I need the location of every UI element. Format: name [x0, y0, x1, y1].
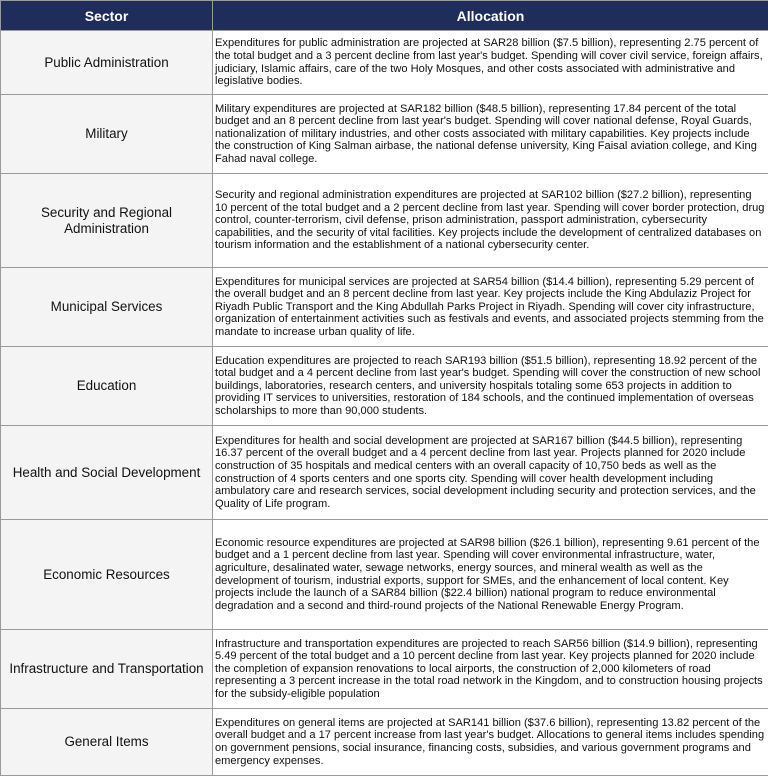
- allocation-cell: Expenditures for health and social development are projected at SAR167 billion ($44.5 billion), representing 16.37 percent of the overall budget and a 4 percent decline from last year. Projects planned for 2020 include construction of 35 hospitals and medical centers with an overall capacity of 10,750 beds as well as the construction of 4 sports centers and one sports city. Spending will cover health development including ambulatory care and research services, social development including security and protection services, and the Quality of Life program.: [213, 426, 768, 520]
- allocation-cell: Economic resource expenditures are projected at SAR98 billion ($26.1 billion), representing 9.61 percent of the budget and a 1 percent decline from last year. Spending will cover environmental infrastructure, water, agriculture, desalinated water, sewage networks, energy sources, and mineral wealth as well as the development of tourism, industrial exports, support for SMEs, and the enhancement of local content. Key projects include the launch of a SAR84 billion ($22.4 billion) national program to reduce environmental degradation and a second and third-round projects of the National Renewable Energy Program.: [213, 520, 768, 630]
- table-row: [1, 709, 768, 776]
- table-row: [1, 520, 768, 630]
- table-row: [1, 347, 768, 426]
- sector-cell: Public Administration: [1, 31, 213, 95]
- sector-cell: Military: [1, 95, 213, 174]
- sector-cell: General Items: [1, 709, 213, 776]
- table-row: [1, 630, 768, 709]
- table-row: [1, 95, 768, 174]
- sector-column-header: Sector: [1, 1, 213, 31]
- table-row: [1, 174, 768, 268]
- allocation-cell: Expenditures for public administration are projected at SAR28 billion ($7.5 billion), representing 2.75 percent of the total budget and a 3 percent decline from last year's budget. Spending will cover civil service, foreign affairs, judiciary, Islamic affairs, care of the two Holy Mosques, and other costs associated with administrative and legislative bodies.: [213, 31, 768, 95]
- sector-cell: Municipal Services: [1, 268, 213, 347]
- allocation-cell: Security and regional administration expenditures are projected at SAR102 billion ($27.2 billion), representing 10 percent of the total budget and a 2 percent decline from last year. Spending will cover border protection, drug control, counter-terrorism, civil defense, prison administration, passport administration, cybersecurity capabilities, and the security of vital facilities. Key projects include the development of centralized databases on tourism information and the establishment of a national cybersecurity center.: [213, 174, 768, 268]
- sector-cell: Education: [1, 347, 213, 426]
- sector-cell: Economic Resources: [1, 520, 213, 630]
- allocation-cell: Expenditures for municipal services are projected at SAR54 billion ($14.4 billion), representing 5.29 percent of the overall budget and an 8 percent decline from last year. Key projects include the King Abdulaziz Project for Riyadh Public Transport and the King Abdullah Parks Project in Riyadh. Spending will cover city infrastructure, organization of entertainment activities such as festivals and events, and associated projects stemming from the mandate to increase urban quality of life.: [213, 268, 768, 347]
- allocation-cell: Education expenditures are projected to reach SAR193 billion ($51.5 billion), representing 18.92 percent of the total budget and a 4 percent decline from last year's budget. Spending will cover the construction of new school buildings, laboratories, research centers, and university hospitals totaling some 653 projects in addition to providing IT services to universities, restoration of 184 schools, and the continued implementation of overseas scholarships to more than 90,000 students.: [213, 347, 768, 426]
- table-row: [1, 268, 768, 347]
- sector-cell: Infrastructure and Transportation: [1, 630, 213, 709]
- table-row: [1, 31, 768, 95]
- sector-cell: Security and Regional Administration: [1, 174, 213, 268]
- table-header: [1, 1, 768, 31]
- sector-cell: Health and Social Development: [1, 426, 213, 520]
- allocation-cell: Military expenditures are projected at SAR182 billion ($48.5 billion), representing 17.84 percent of the total budget and an 8 percent decline from last year's budget. Spending will cover national defense, Royal Guards, nationalization of military industries, and other costs associated with military capabilities. Key projects include the construction of King Salman airbase, the national defense university, King Faisal aviation college, and King Fahad naval college.: [213, 95, 768, 174]
- table-row: [1, 426, 768, 520]
- header-row: [1, 1, 768, 31]
- allocation-cell: Infrastructure and transportation expenditures are projected to reach SAR56 billion ($14.9 billion), representing 5.49 percent of the total budget and a 10 percent decline from last year. Key projects planned for 2020 include the completion of expansion renovations to local airports, the construction of 2,000 kilometers of road representing a 3 percent increase in the total road network in the Kingdom, and to construction housing projects for the subsidy-eligible population: [213, 630, 768, 709]
- allocation-column-header: Allocation: [213, 1, 768, 31]
- allocation-cell: Expenditures on general items are projected at SAR141 billion ($37.6 billion), representing 13.82 percent of the overall budget and a 17 percent increase from last year's budget. Allocations to general items includes spending on government pensions, social insurance, financing costs, subsidies, and various government programs and emergency expenses.: [213, 709, 768, 776]
- table-body: [1, 31, 768, 776]
